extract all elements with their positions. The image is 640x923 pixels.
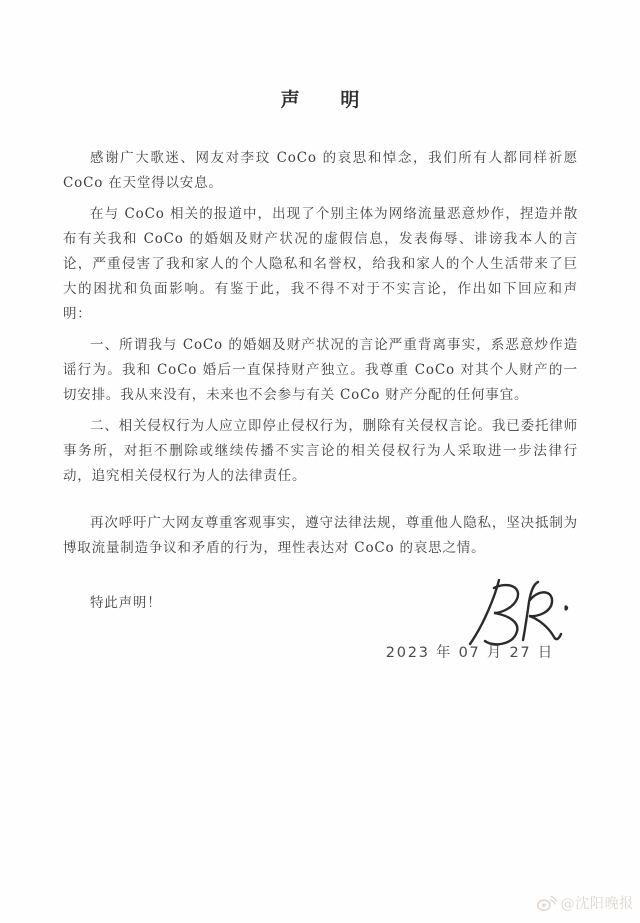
paragraph-appeal: 再次呼吁广大网友尊重客观事实，遵守法律法规，尊重他人隐私，坚决抵制为博取流量制造争议和矛盾的行为，理性表达对 CoCo 的哀思之情。	[63, 515, 578, 556]
paragraph-thanks: 感谢广大歌迷、网友对李玟 CoCo 的哀思和悼念，我们所有人都同样祈愿 CoCo 在天堂得以安息。	[63, 150, 578, 191]
document-body	[63, 146, 578, 616]
weibo-icon	[536, 894, 557, 912]
closing-statement: 特此声明！	[90, 595, 162, 611]
document-title: 声 明	[280, 89, 377, 111]
document-date: 2023 年 07 月 27 日	[385, 645, 554, 661]
signature-handwriting	[458, 576, 570, 648]
paragraph-background: 在与 CoCo 相关的报道中，出现了个别主体为网络流量恶意炒作，捏造并散布有关我和 CoCo 的婚姻及财产状况的虚假信息，发表侮辱、诽谤我本人的言论，严重侵害了我和家人的个人隐私和名誉权，给我和家人的个人生活带来了巨大的困扰和负面影响。有鉴于此，我不得不对于不实言论，作出如下回应和声明：	[63, 206, 578, 322]
watermark-text: @沈阳晚报	[560, 896, 634, 912]
weibo-watermark	[536, 893, 635, 913]
paragraph-point-one: 一、所谓我与 CoCo 的婚姻及财产状况的言论严重背离事实，系恶意炒作造谣行为。我和 CoCo 婚后一直保持财产独立。我尊重 CoCo 对其个人财产的一切安排。我从来没有，未来也不会参与有关 CoCo 财产分配的任何事宜。	[63, 337, 578, 403]
paragraph-point-two: 二、相关侵权行为人应立即停止侵权行为，删除有关侵权言论。我已委托律师事务所，对拒不删除或继续传播不实言论的相关侵权行为人采取进一步法律行动，追究相关侵权行为人的法律责任。	[63, 418, 578, 484]
